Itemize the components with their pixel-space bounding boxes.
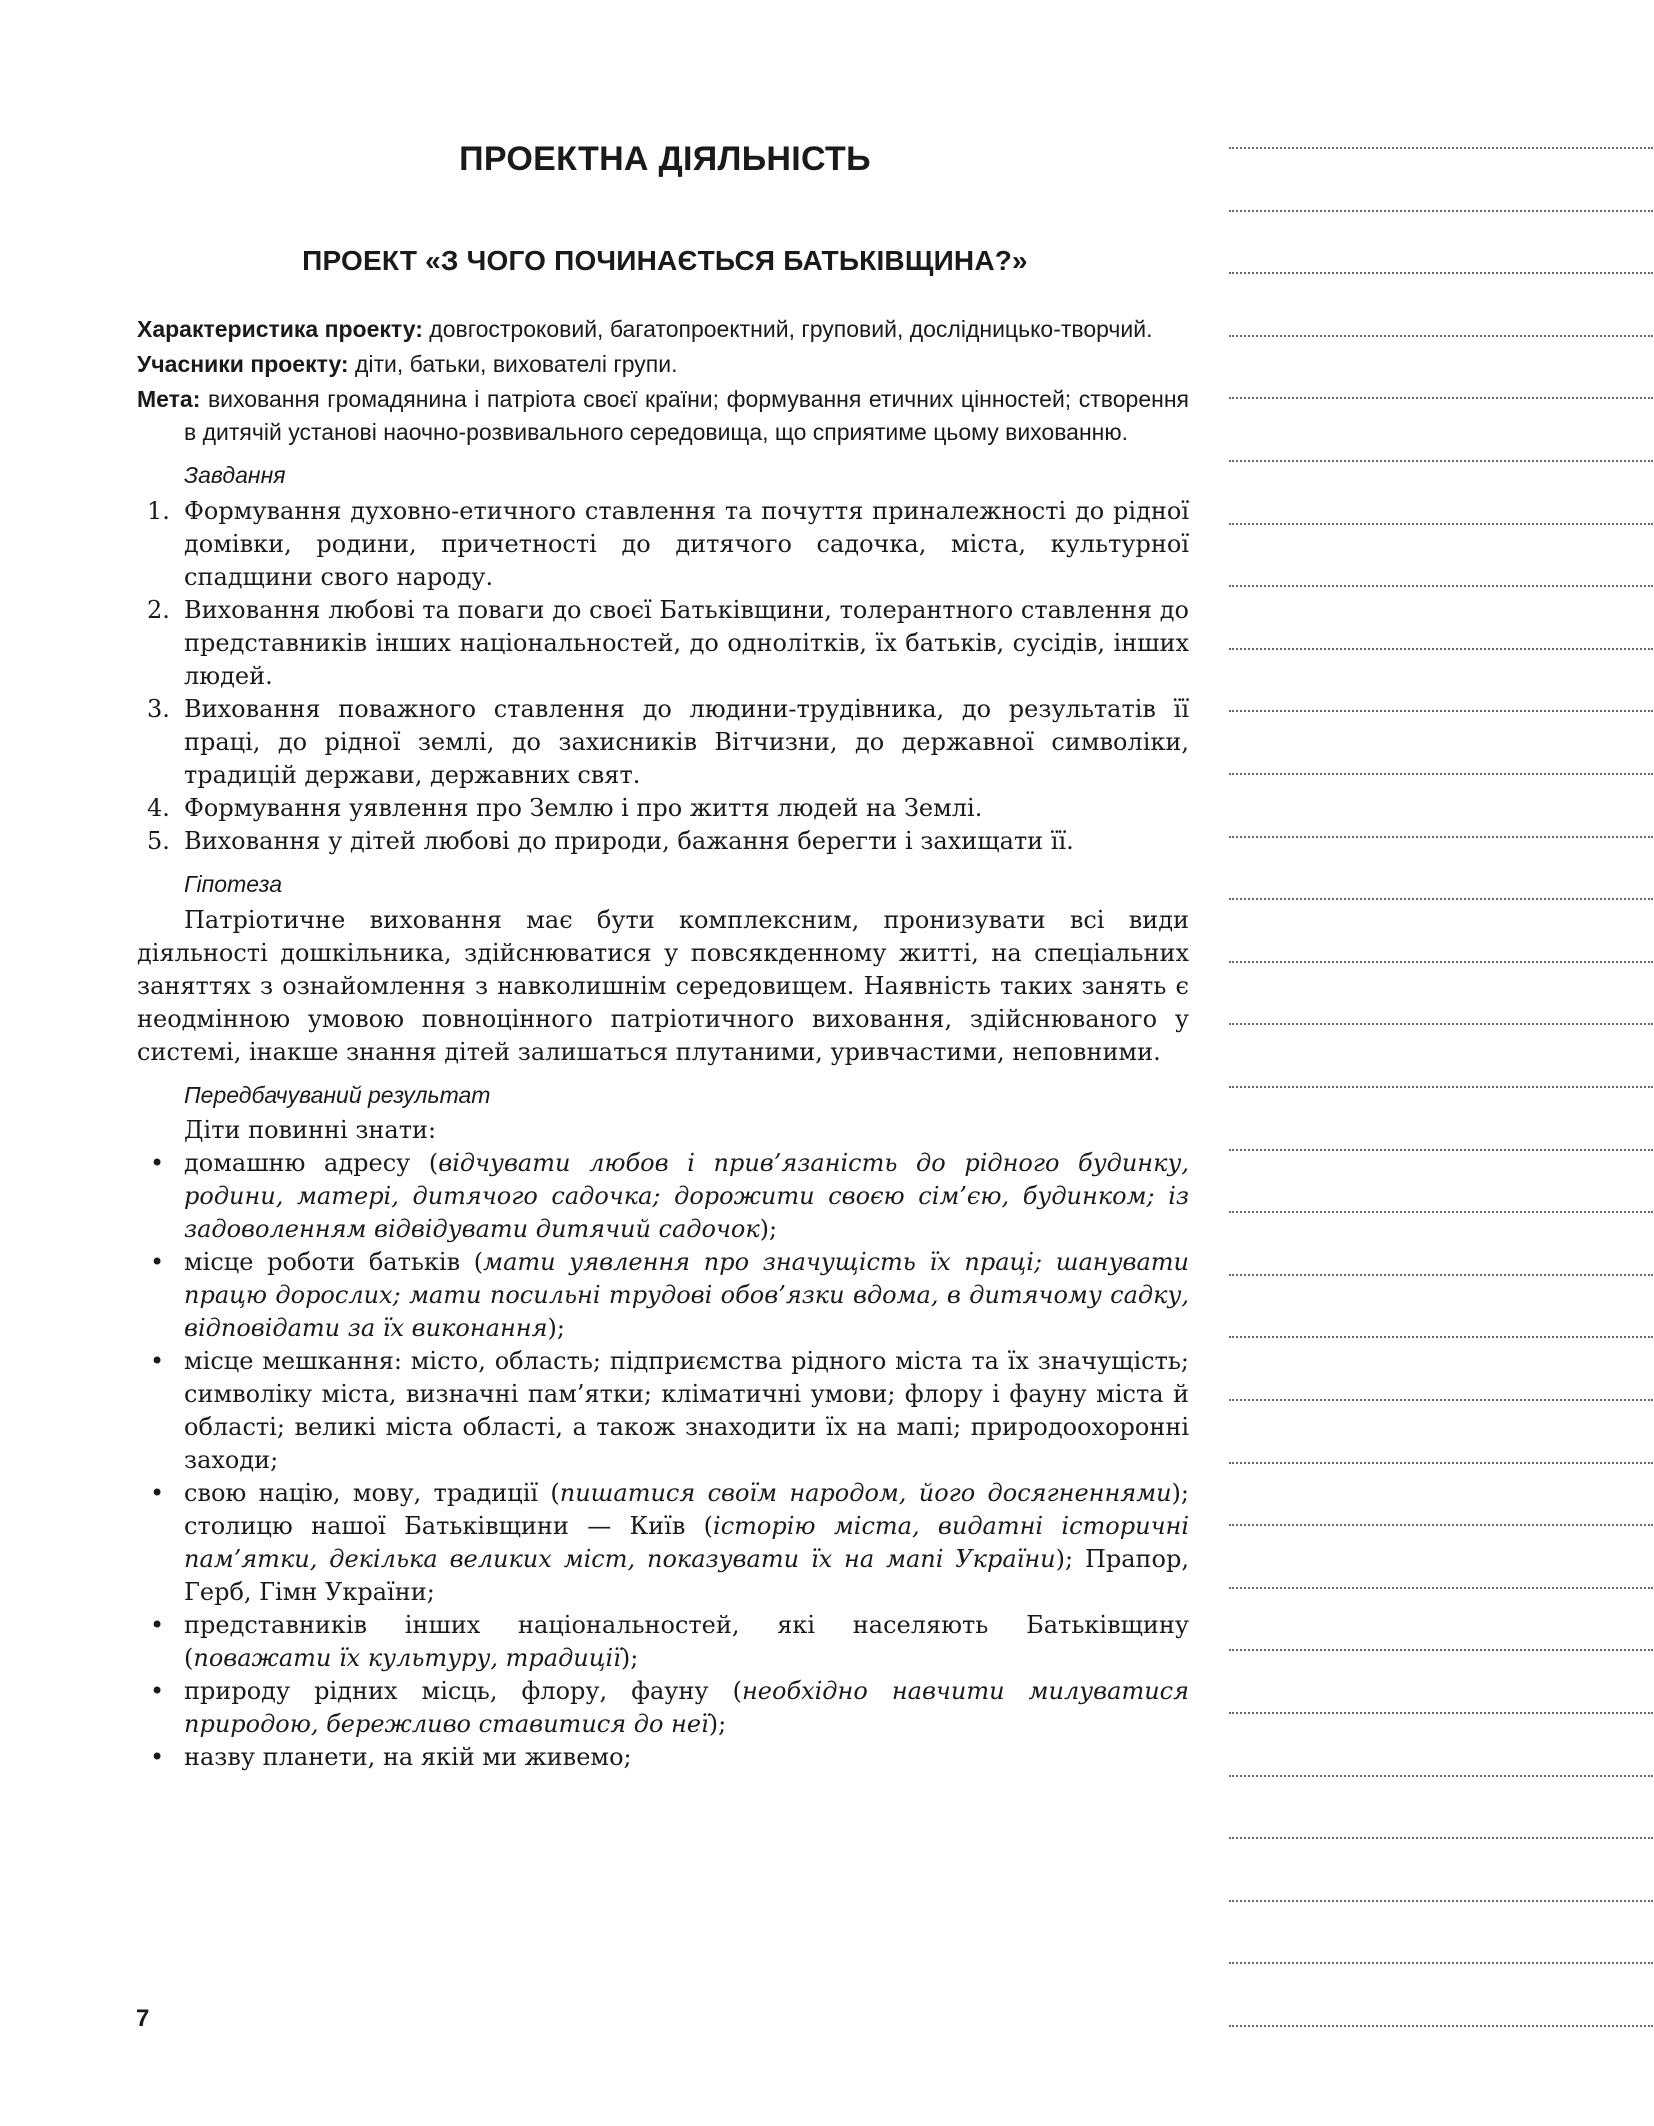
result-item — [137, 1246, 1189, 1345]
note-line — [1229, 1336, 1653, 1338]
result-list — [137, 1147, 1189, 1774]
task-number: 4. — [147, 794, 170, 822]
result-heading: Передбачуваний результат — [184, 1082, 491, 1108]
bullet-icon: • — [150, 1677, 165, 1705]
bullet-icon: • — [150, 1248, 165, 1276]
page-title: ПРОЕКТНА ДІЯЛЬНІСТЬ — [459, 140, 871, 178]
note-line — [1229, 585, 1653, 587]
result-item-note: мати уявлення про значущість їх праці; шанувати працю дорослих; мати посильні трудові обов’язки вдома, в дитячому садку, відповідати за їх виконання — [184, 1248, 1189, 1342]
result-item-text: свою націю, мову, традиції ( — [184, 1479, 560, 1507]
characteristics-text: довгостроковий, багатопроектний, груповий, дослідницько-творчий. — [429, 316, 1153, 342]
note-line — [1229, 1524, 1653, 1526]
task-item — [137, 792, 1189, 825]
note-line — [1229, 460, 1653, 462]
project-participants — [137, 348, 1189, 381]
bullet-icon: • — [150, 1347, 165, 1375]
result-item — [137, 1345, 1189, 1477]
result-item-tail: ); Прапор, Герб, Гімн України; — [184, 1545, 1189, 1606]
result-item-text: природу рідних місць, флору, фауну ( — [184, 1677, 742, 1705]
note-line — [1229, 1962, 1653, 1964]
characteristics-label: Характеристика проекту: — [137, 316, 423, 342]
note-line — [1229, 1149, 1653, 1151]
bullet-icon: • — [150, 1479, 165, 1507]
result-item-tail: ); — [620, 1644, 639, 1672]
task-number: 5. — [147, 827, 170, 855]
bullet-icon: • — [150, 1149, 165, 1177]
task-item — [137, 693, 1189, 792]
result-item-tail: ); — [759, 1215, 778, 1243]
result-item-text: місце роботи батьків ( — [184, 1248, 484, 1276]
note-line — [1229, 2025, 1653, 2027]
note-line — [1229, 710, 1653, 712]
result-item-note: історію міста, видатні історичні пам’ятки, декілька великих міст, показувати їх на мапі України — [184, 1512, 1189, 1573]
task-text: Виховання у дітей любові до природи, бажання берегти і захищати її. — [184, 827, 1074, 855]
task-item — [137, 495, 1189, 594]
task-number: 2. — [147, 596, 170, 624]
task-text: Формування духовно-етичного ставлення та почуття приналежності до рідної домівки, родини, причетності до дитячого садочка, міста, культурної спадщини свого народу. — [184, 497, 1189, 591]
task-text: Виховання любові та поваги до своєї Батьківщини, толерантного ставлення до представників інших національностей, до однолітків, їх батьків, сусідів, інших людей. — [184, 596, 1189, 690]
task-number: 1. — [147, 497, 170, 525]
result-lead: Діти повинні знати: — [184, 1116, 437, 1144]
result-item — [137, 1741, 1189, 1774]
result-item — [137, 1477, 1189, 1609]
hypothesis-heading: Гіпотеза — [184, 871, 282, 897]
bullet-icon: • — [150, 1611, 165, 1639]
task-text: Виховання поважного ставлення до людини-трудівника, до результатів її праці, до рідної землі, до захисників Вітчизни, до державної символіки, традицій держави, державних свят. — [184, 695, 1189, 789]
project-goal — [137, 383, 1189, 449]
participants-text: діти, батьки, вихователі групи. — [354, 351, 678, 377]
result-item-note: поважати їх культуру, традиції — [193, 1644, 621, 1672]
result-item-text: домашню адресу ( — [184, 1149, 439, 1177]
note-line — [1229, 272, 1653, 274]
note-line — [1229, 147, 1653, 149]
note-line — [1229, 1086, 1653, 1088]
note-line — [1229, 961, 1653, 963]
bullet-icon: • — [150, 1743, 165, 1771]
result-item — [137, 1675, 1189, 1741]
task-item — [137, 825, 1189, 858]
note-line — [1229, 1462, 1653, 1464]
project-characteristics — [137, 313, 1189, 346]
result-item-text: місце мешкання: місто, область; підприємства рідного міста та їх значущість; символіку міста, визначні пам’ятки; кліматичні умови; флору і фауну міста й області; великі міста області, а також знаходити їх на мапі; природоохоронні заходи; — [184, 1347, 1189, 1474]
result-item-tail: ); — [708, 1710, 727, 1738]
note-line — [1229, 210, 1653, 212]
note-line — [1229, 1587, 1653, 1589]
note-line — [1229, 397, 1653, 399]
tasks-heading: Завдання — [184, 462, 286, 488]
note-line — [1229, 773, 1653, 775]
note-line — [1229, 1837, 1653, 1839]
result-item-text: назву планети, на якій ми живемо; — [184, 1743, 632, 1771]
tasks-list — [137, 495, 1189, 858]
participants-label: Учасники проекту: — [137, 351, 349, 377]
result-item-tail: ); столицю нашої Батьківщини — Київ ( — [184, 1479, 1189, 1540]
note-line — [1229, 1775, 1653, 1777]
task-text: Формування уявлення про Землю і про життя людей на Землі. — [184, 794, 983, 822]
result-item-tail: ); — [547, 1314, 565, 1342]
note-line — [1229, 898, 1653, 900]
notes-margin — [1229, 0, 1653, 2126]
result-item-note: пишатися своїм народом, його досягненнями — [559, 1479, 1172, 1507]
hypothesis-paragraph: Патріотичне виховання має бути комплексним, пронизувати всі види діяльності дошкільника, здійснюватися у повсякденному житті, на спеціальних заняттях з ознайомлення з навколишнім середовищем. Наявність таких занять є неодмінною умовою повноцінного патріотичного виховання, здійснюваного у системі, інакше знання дітей залишаться плутаними, уривчастими, неповними. — [137, 906, 1189, 1066]
note-line — [1229, 1712, 1653, 1714]
result-item — [137, 1147, 1189, 1246]
result-item — [137, 1609, 1189, 1675]
note-line — [1229, 648, 1653, 650]
note-line — [1229, 1900, 1653, 1902]
result-item-note: необхідно навчити милуватися природою, бережливо ставитися до неї — [184, 1677, 1189, 1738]
task-number: 3. — [147, 695, 170, 723]
note-line — [1229, 1649, 1653, 1651]
note-line — [1229, 1399, 1653, 1401]
project-title: ПРОЕКТ «З ЧОГО ПОЧИНАЄТЬСЯ БАТЬКІВЩИНА?» — [302, 245, 1028, 276]
goal-label: Мета: — [137, 386, 201, 412]
note-line — [1229, 1211, 1653, 1213]
goal-text: виховання громадянина і патріота своєї країни; формування етичних цінностей; створення в дитячій установі наочно-розвивального середовища, що сприятиме цьому вихованню. — [184, 386, 1189, 445]
page-number: 7 — [136, 2005, 150, 2032]
note-line — [1229, 335, 1653, 337]
note-line — [1229, 523, 1653, 525]
main-content — [137, 313, 1189, 1774]
note-line — [1229, 836, 1653, 838]
note-line — [1229, 1274, 1653, 1276]
note-line — [1229, 1023, 1653, 1025]
task-item — [137, 594, 1189, 693]
result-item-note: відчувати любов і прив’язаність до рідного будинку, родини, матері, дитячого садочка; дорожити своєю сім’єю, будинком; із задоволенням відвідувати дитячий садочок — [184, 1149, 1189, 1243]
result-item-text: представників інших національностей, які населяють Батьківщину ( — [184, 1611, 1189, 1672]
